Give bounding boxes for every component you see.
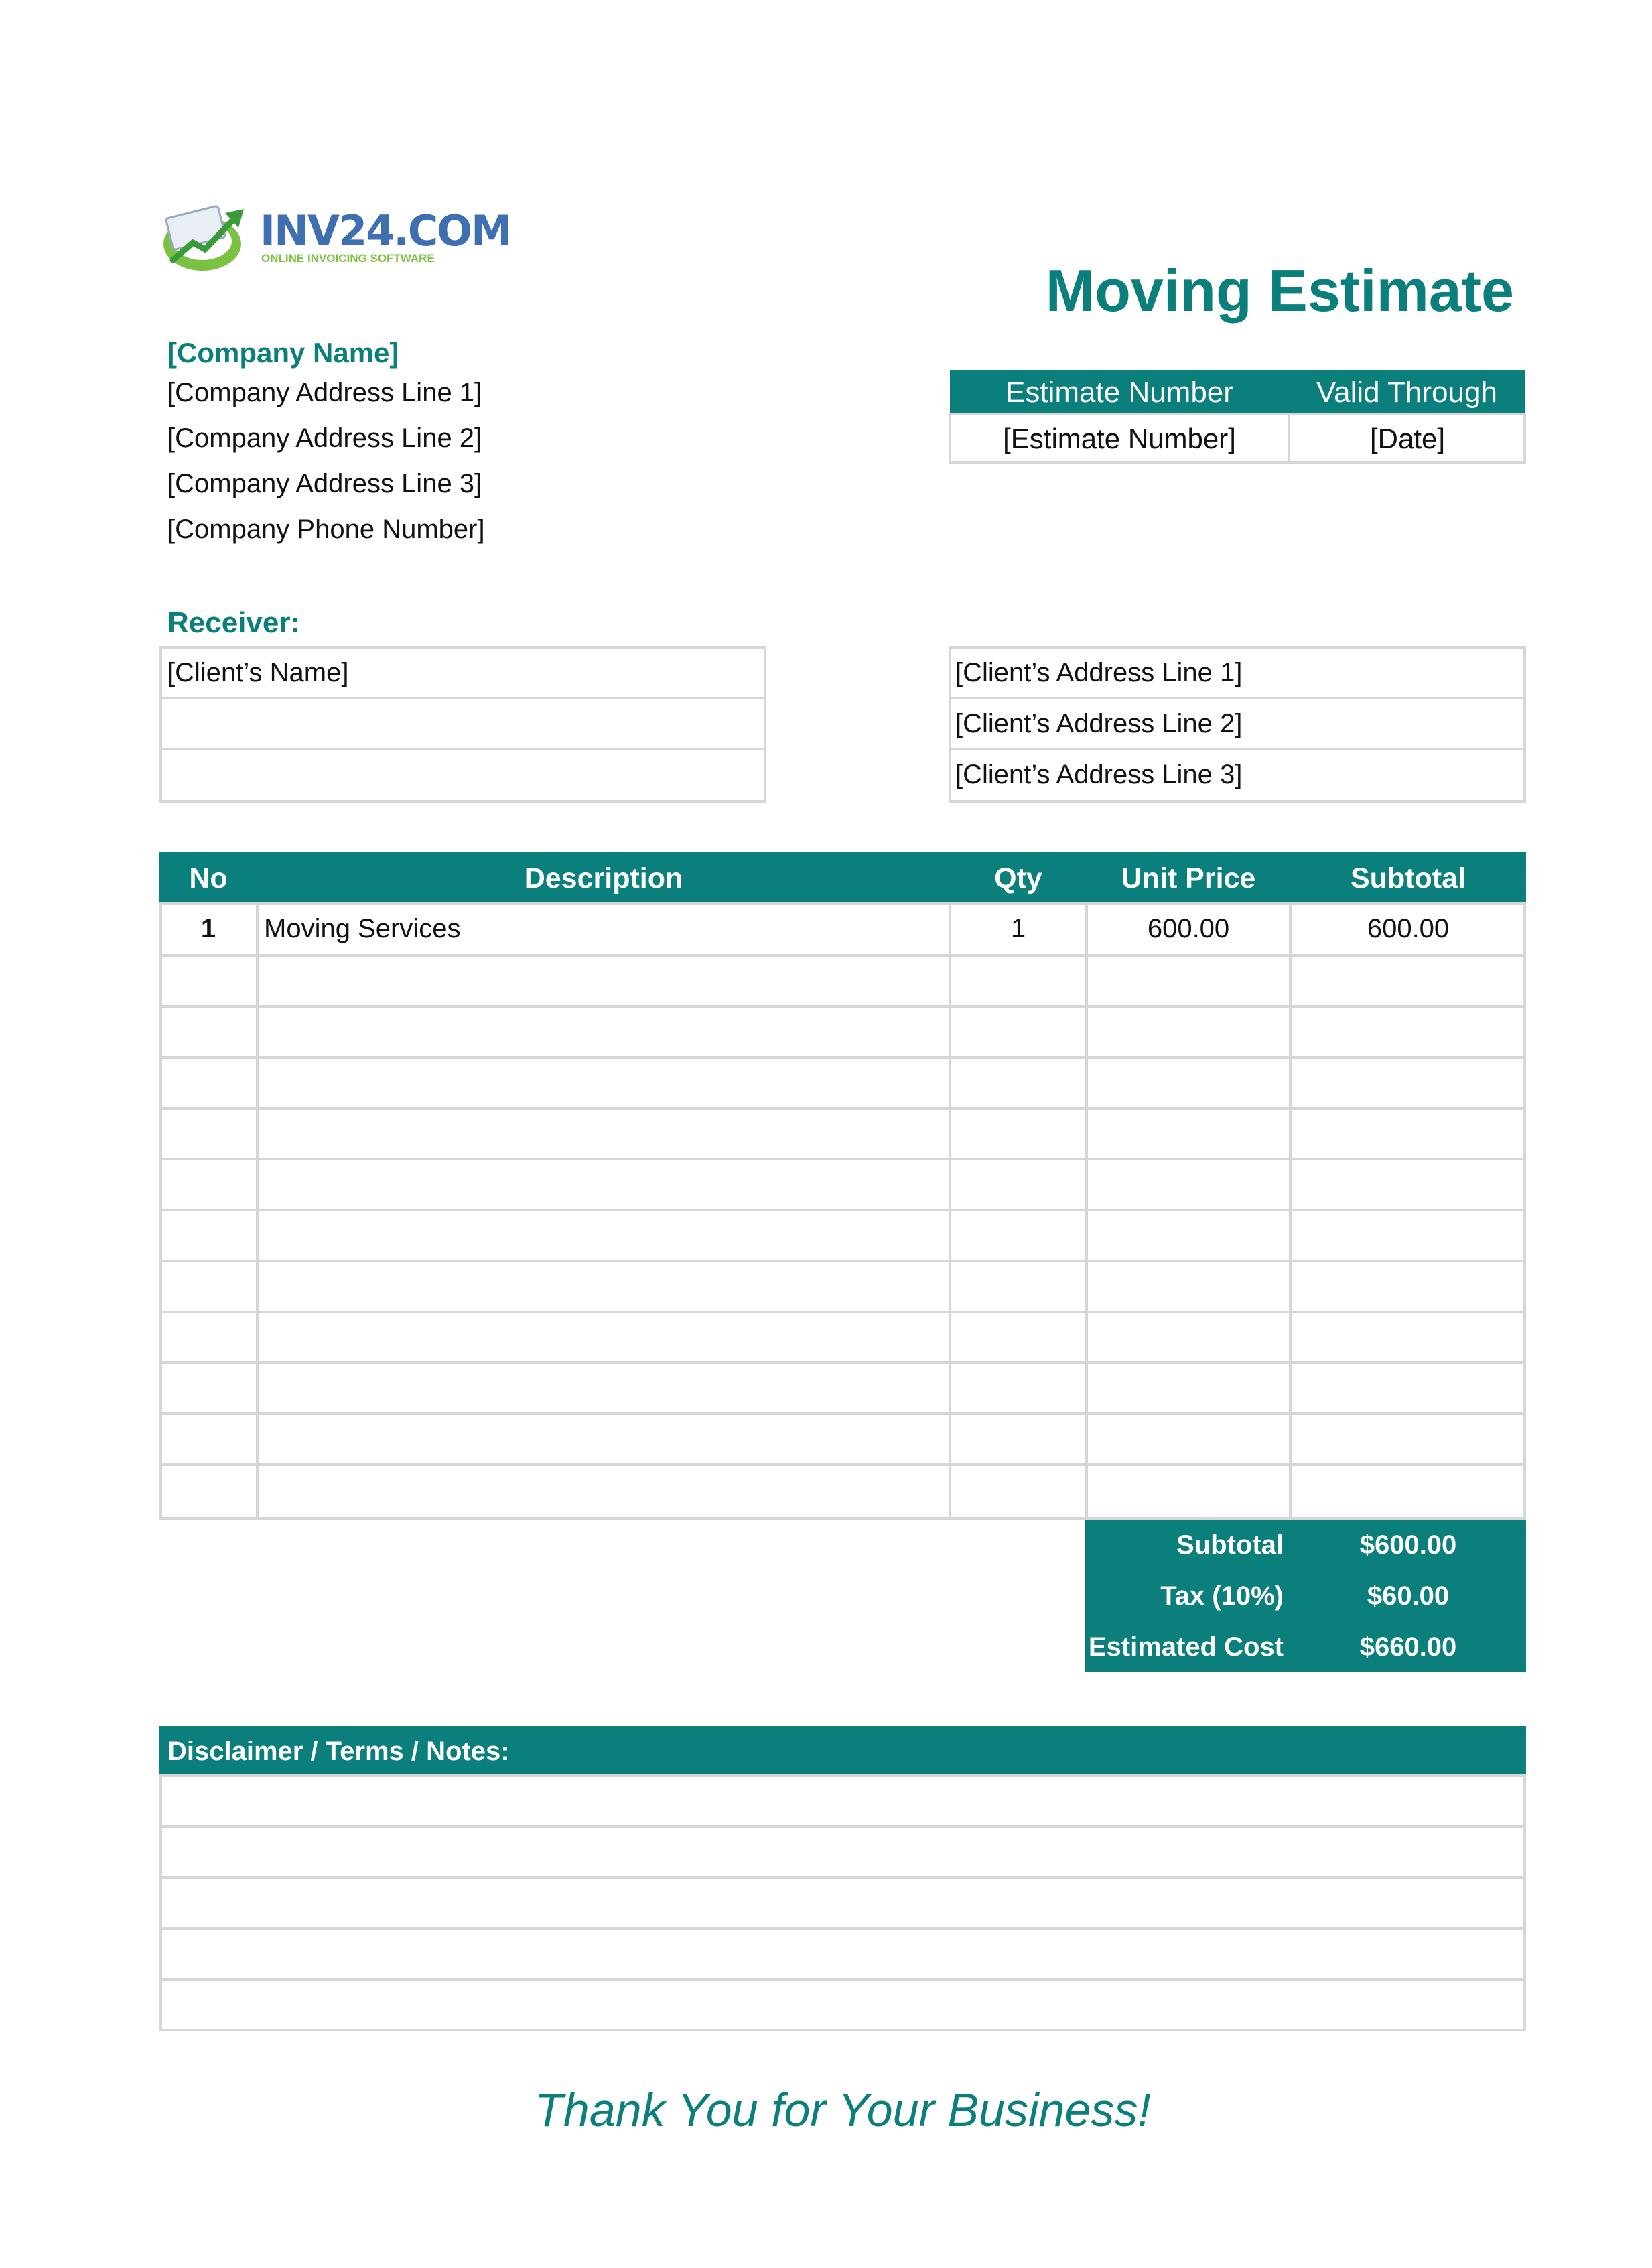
table-row-line xyxy=(159,1209,1526,1211)
col-header-unit-price: Unit Price xyxy=(1121,862,1256,894)
logo-tagline: ONLINE INVOICING SOFTWARE xyxy=(261,252,435,265)
notes-row-line xyxy=(159,1927,1526,1930)
company-address-line-1: [Company Address Line 1] xyxy=(167,378,482,407)
logo-brand: INV24.COM xyxy=(260,206,511,255)
thank-you-message: Thank You for Your Business! xyxy=(535,2084,1151,2136)
item-subtotal: 600.00 xyxy=(1367,914,1450,943)
logo-icon xyxy=(161,198,255,273)
totals-tax-label: Tax (10%) xyxy=(1160,1581,1284,1611)
col-header-no: No xyxy=(189,862,228,894)
col-header-qty: Qty xyxy=(994,862,1042,894)
company-address-line-2: [Company Address Line 2] xyxy=(167,423,482,453)
valid-through-value[interactable]: [Date] xyxy=(1369,423,1446,454)
table-row-line xyxy=(159,1311,1526,1313)
table-row-line xyxy=(159,1056,1526,1059)
notes-label: Disclaimer / Terms / Notes: xyxy=(167,1737,510,1766)
table-row-line xyxy=(159,1463,1526,1466)
divider xyxy=(159,748,766,750)
totals-estimated-cost-label: Estimated Cost xyxy=(1088,1633,1284,1660)
divider xyxy=(949,697,1526,699)
table-row-line xyxy=(159,1107,1526,1110)
client-address-line-2[interactable]: [Client’s Address Line 2] xyxy=(955,709,1243,738)
table-row-line xyxy=(159,954,1526,957)
client-address-line-1[interactable]: [Client’s Address Line 1] xyxy=(955,658,1243,687)
company-phone: [Company Phone Number] xyxy=(167,515,485,544)
table-row-line xyxy=(159,1158,1526,1160)
document-title: Moving Estimate xyxy=(1045,257,1514,324)
estimate-number-header: Estimate Number xyxy=(1006,376,1233,409)
receiver-label: Receiver: xyxy=(167,606,301,639)
totals-subtotal-label: Subtotal xyxy=(1176,1530,1284,1560)
estimate-number-value[interactable]: [Estimate Number] xyxy=(1003,423,1236,454)
notes-area[interactable] xyxy=(159,1774,1526,2031)
company-logo xyxy=(161,198,511,273)
item-qty[interactable]: 1 xyxy=(1010,914,1026,943)
notes-row-line xyxy=(159,1876,1526,1879)
table-row-line xyxy=(159,1361,1526,1364)
table-row-line xyxy=(159,1412,1526,1415)
table-row-line xyxy=(159,1005,1526,1008)
totals-subtotal-value: $600.00 xyxy=(1359,1530,1457,1560)
valid-through-header: Valid Through xyxy=(1316,376,1497,409)
divider xyxy=(159,697,766,699)
col-header-subtotal: Subtotal xyxy=(1351,862,1466,894)
company-name: [Company Name] xyxy=(167,337,399,369)
client-name[interactable]: [Client’s Name] xyxy=(167,658,349,687)
item-no[interactable]: 1 xyxy=(200,914,216,943)
totals-tax-value: $60.00 xyxy=(1367,1581,1450,1611)
totals-estimated-cost-value: $660.00 xyxy=(1359,1632,1457,1662)
divider xyxy=(949,748,1526,750)
item-unit-price[interactable]: 600.00 xyxy=(1147,914,1230,943)
notes-row-line xyxy=(159,1978,1526,1981)
company-address-line-3: [Company Address Line 3] xyxy=(167,469,482,498)
table-row-line xyxy=(159,1260,1526,1262)
item-description[interactable]: Moving Services xyxy=(264,914,461,943)
col-header-description: Description xyxy=(524,862,683,894)
client-address-line-3[interactable]: [Client’s Address Line 3] xyxy=(955,760,1243,789)
notes-row-line xyxy=(159,1825,1526,1828)
